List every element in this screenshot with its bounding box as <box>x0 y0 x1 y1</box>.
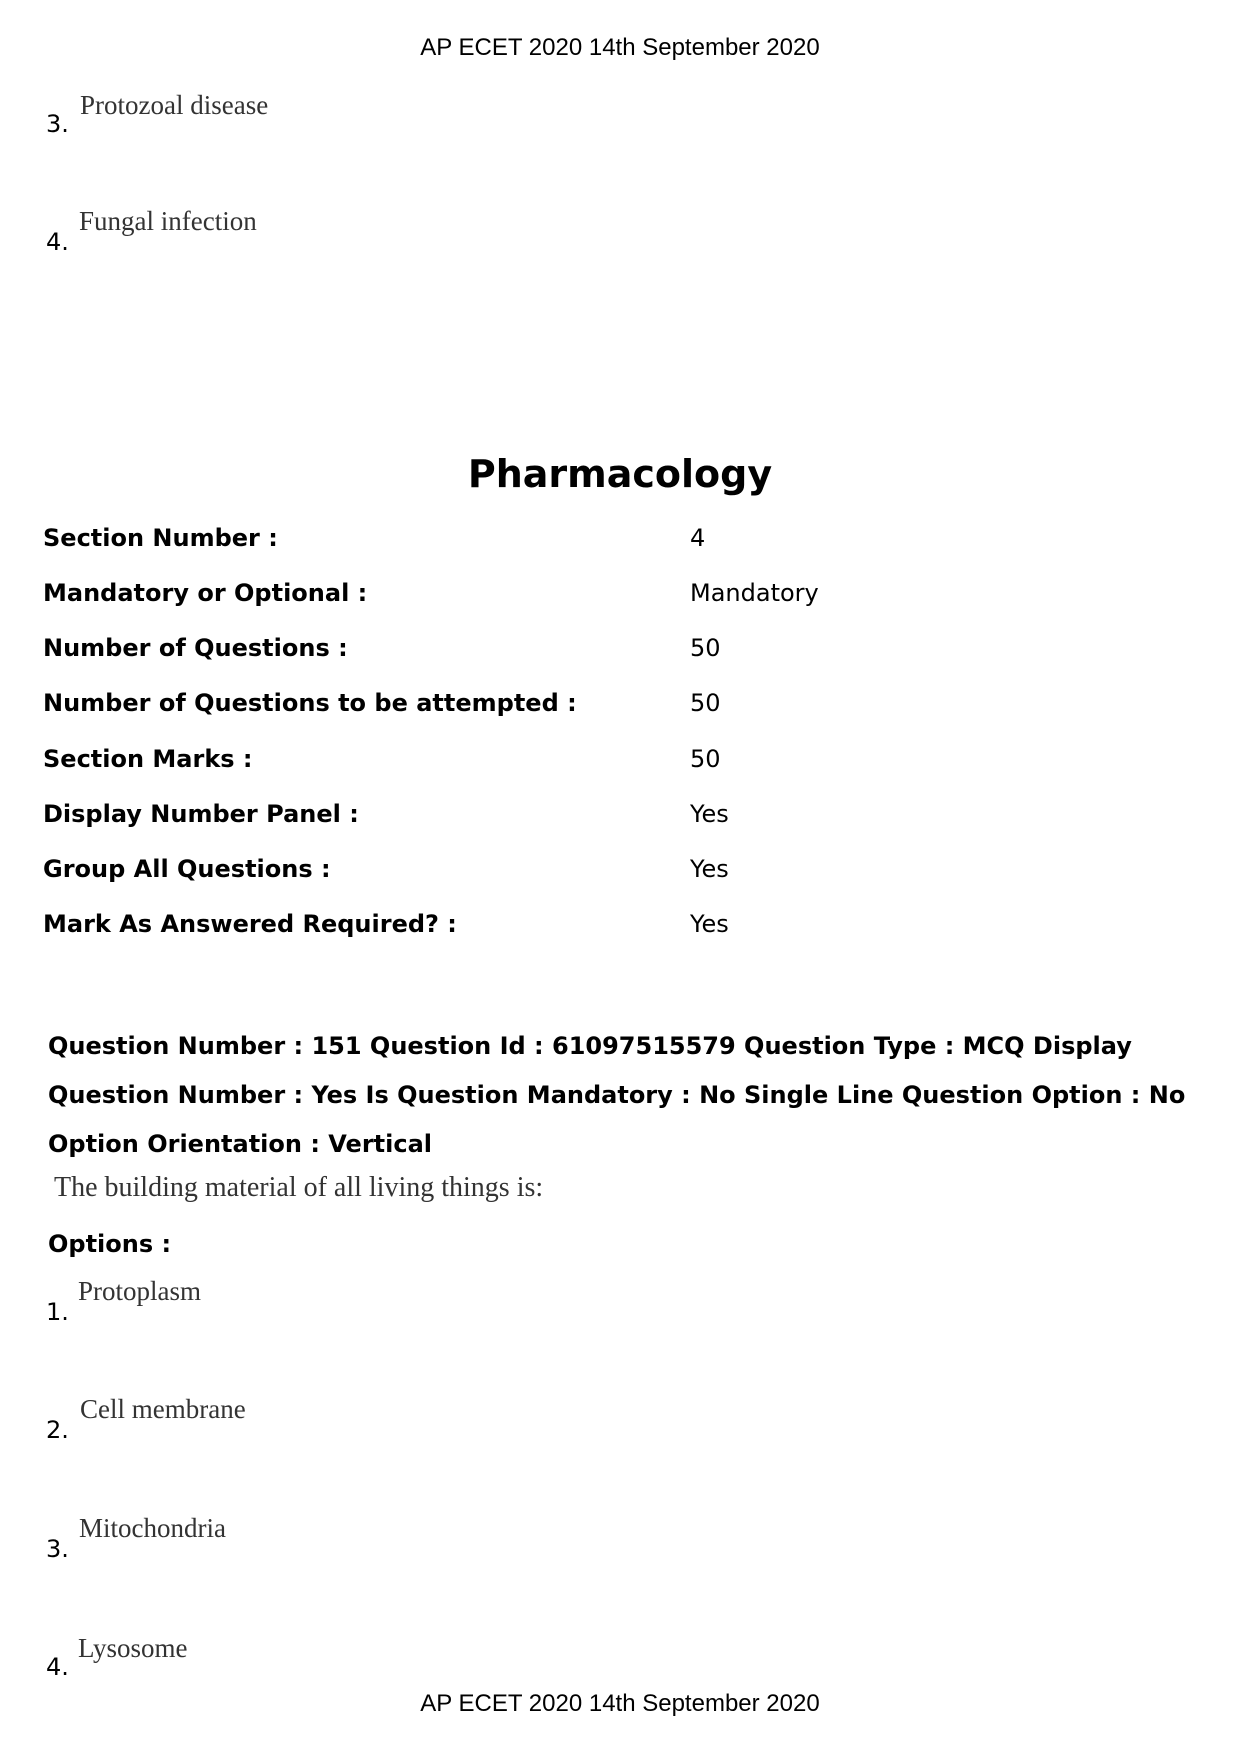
row-value: 50 <box>690 689 721 717</box>
row-value: Yes <box>690 800 729 828</box>
option-number: 3. <box>46 110 69 138</box>
option-number: 4. <box>46 1653 69 1681</box>
row-label: Section Number : <box>43 524 278 552</box>
option-text: Fungal infection <box>79 206 257 236</box>
row-value: 50 <box>690 745 721 773</box>
page-header: AP ECET 2020 14th September 2020 <box>420 34 820 61</box>
row-value: 4 <box>690 524 706 552</box>
option-text: Lysosome <box>78 1633 188 1663</box>
row-label: Section Marks : <box>43 745 253 773</box>
page-footer: AP ECET 2020 14th September 2020 <box>420 1690 820 1717</box>
row-label: Display Number Panel : <box>43 800 359 828</box>
row-value: Yes <box>690 910 729 938</box>
option-number: 3. <box>46 1535 69 1563</box>
row-label: Group All Questions : <box>43 855 331 883</box>
options-label: Options : <box>48 1230 172 1258</box>
row-value: 50 <box>690 634 721 662</box>
option-number: 1. <box>46 1298 69 1326</box>
option-text: Protozoal disease <box>80 90 269 120</box>
row-label: Mark As Answered Required? : <box>43 910 457 938</box>
option-text: Cell membrane <box>80 1394 246 1424</box>
option-text: Mitochondria <box>79 1513 226 1543</box>
option-number: 2. <box>46 1416 69 1444</box>
row-label: Number of Questions : <box>43 634 348 662</box>
section-title: Pharmacology <box>467 452 773 496</box>
row-value: Yes <box>690 855 729 883</box>
question-text: The building material of all living things is: <box>54 1172 544 1203</box>
row-value: Mandatory <box>690 579 819 607</box>
row-label: Mandatory or Optional : <box>43 579 368 607</box>
question-metadata: Question Number : 151 Question Id : 61097515579 Question Type : MCQ Display Question Number : Yes Is Question Mandatory : No Single Line Question Option : No Option Orientation : Vertical <box>48 1032 1186 1158</box>
option-number: 4. <box>46 228 69 256</box>
option-text: Protoplasm <box>78 1276 202 1306</box>
row-label: Number of Questions to be attempted : <box>43 689 577 717</box>
